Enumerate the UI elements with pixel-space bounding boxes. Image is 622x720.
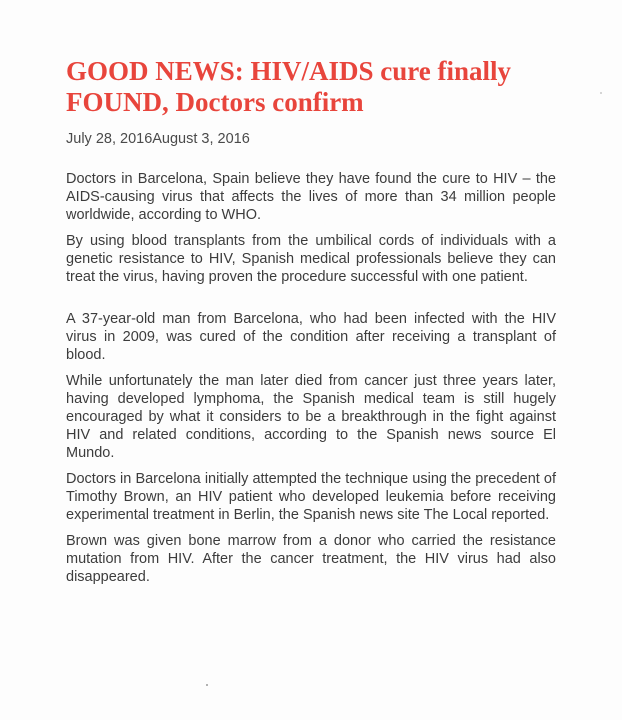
scan-speck [600,92,602,94]
article [66,56,556,586]
article-paragraph: Brown was given bone marrow from a donor who carried the resistance mutation from HIV. After the cancer treatment, the HIV virus had also disappeared. [66,533,556,585]
article-paragraph: A 37-year-old man from Barcelona, who had been infected with the HIV virus in 2009, was cured of the condition after receiving a transplant of blood. [66,311,556,363]
scan-speck [206,684,208,686]
article-paragraph: Doctors in Barcelona, Spain believe they have found the cure to HIV – the AIDS-causing virus that affects the lives of more than 34 million people worldwide, according to WHO. [66,171,556,223]
article-paragraph: Doctors in Barcelona initially attempted the technique using the precedent of Timothy Brown, an HIV patient who developed leukemia before receiving experimental treatment in Berlin, the Spanish news site The Local reported. [66,471,556,523]
article-headline: GOOD NEWS: HIV/AIDS cure finally FOUND, Doctors confirm [66,56,512,117]
article-paragraph: By using blood transplants from the umbilical cords of individuals with a genetic resistance to HIV, Spanish medical professionals believe they can treat the virus, having proven the procedure successful with one patient. [66,233,556,285]
article-dates: July 28, 2016August 3, 2016 [66,131,250,147]
article-paragraph: While unfortunately the man later died from cancer just three years later, having developed lymphoma, the Spanish medical team is still hugely encouraged by what it considers to be a breakthrough in the fight against HIV and related conditions, according to the Spanish news source El Mundo. [66,373,556,461]
